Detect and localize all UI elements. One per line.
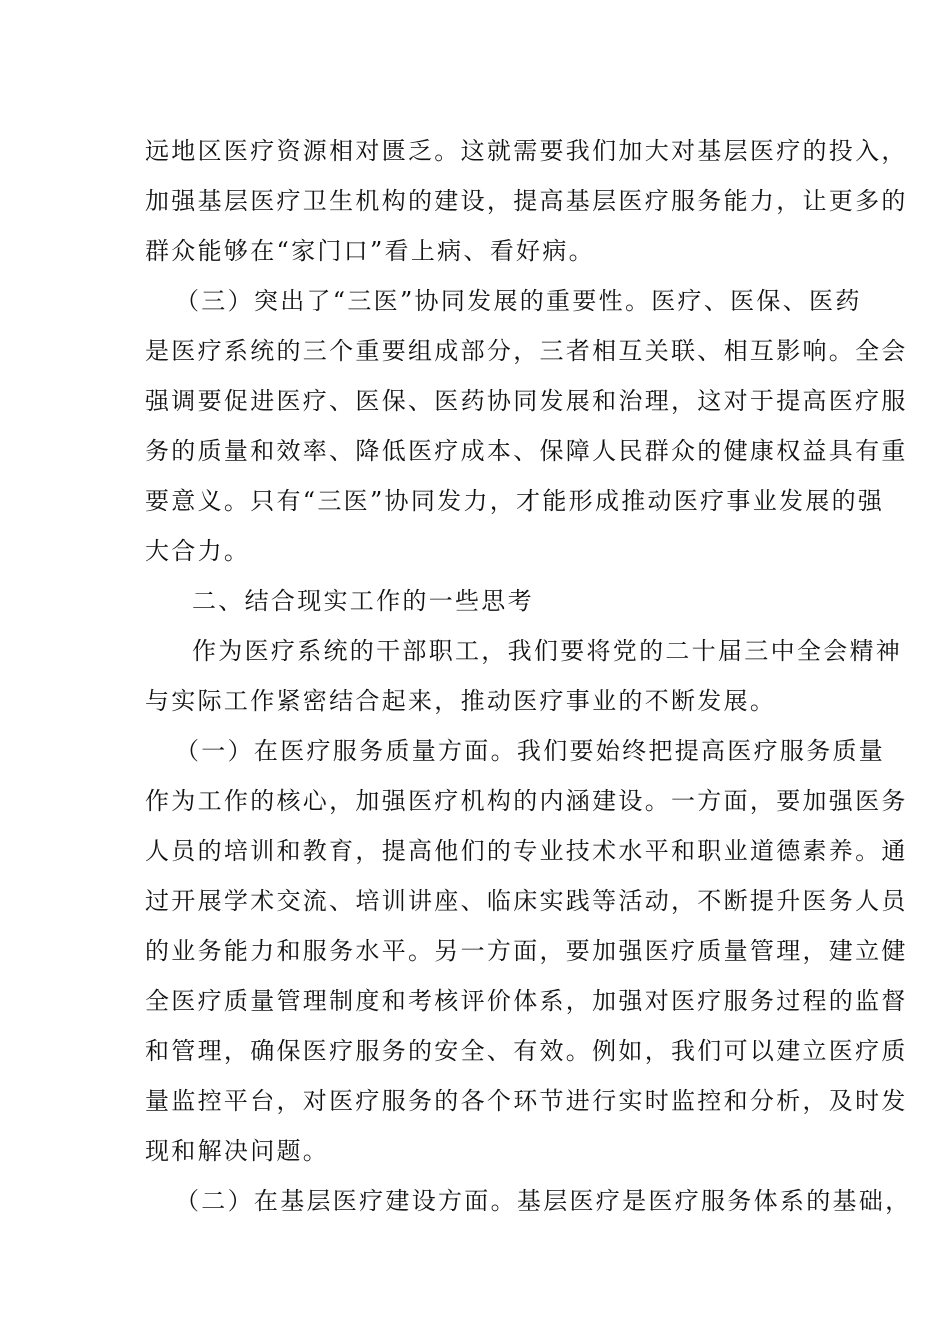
section-heading: 二、结合现实工作的一些思考	[192, 587, 534, 615]
text-line: 要意义。只有“三医”协同发力，才能形成推动医疗事业发展的强	[145, 487, 885, 515]
text-line: 大合力。	[145, 537, 251, 565]
text-line: 人员的培训和教育，提高他们的专业技术水平和职业道德素养。通	[145, 837, 908, 865]
text-line: 和管理，确保医疗服务的安全、有效。例如，我们可以建立医疗质	[145, 1037, 908, 1065]
text-line: 量监控平台，对医疗服务的各个环节进行实时监控和分析，及时发	[145, 1087, 908, 1115]
text-line: 务的质量和效率、降低医疗成本、保障人民群众的健康权益具有重	[145, 437, 908, 465]
text-line: 全医疗质量管理制度和考核评价体系，加强对医疗服务过程的监督	[145, 987, 908, 1015]
text-line: 过开展学术交流、培训讲座、临床实践等活动，不断提升医务人员	[145, 887, 908, 915]
text-line: 远地区医疗资源相对匮乏。这就需要我们加大对基层医疗的投入，	[145, 137, 908, 165]
text-line: 现和解决问题。	[145, 1137, 330, 1165]
text-line: 作为医疗系统的干部职工，我们要将党的二十届三中全会精神	[192, 637, 903, 665]
text-line: 加强基层医疗卫生机构的建设，提高基层医疗服务能力，让更多的	[145, 187, 908, 215]
text-line: 强调要促进医疗、医保、医药协同发展和治理，这对于提高医疗服	[145, 387, 908, 415]
paragraph-heading-one: （一）在医疗服务质量方面。我们要始终把提高医疗服务质量	[175, 737, 886, 765]
text-line: 群众能够在“家门口”看上病、看好病。	[145, 237, 595, 265]
text-line: 是医疗系统的三个重要组成部分，三者相互关联、相互影响。全会	[145, 337, 908, 365]
paragraph-heading-two: （二）在基层医疗建设方面。基层医疗是医疗服务体系的基础，	[175, 1187, 912, 1215]
paragraph-heading-three: （三）突出了“三医”协同发展的重要性。医疗、医保、医药	[175, 287, 862, 315]
text-line: 与实际工作紧密结合起来，推动医疗事业的不断发展。	[145, 687, 777, 715]
text-line: 的业务能力和服务水平。另一方面，要加强医疗质量管理，建立健	[145, 937, 908, 965]
text-line: 作为工作的核心，加强医疗机构的内涵建设。一方面，要加强医务	[145, 787, 908, 815]
